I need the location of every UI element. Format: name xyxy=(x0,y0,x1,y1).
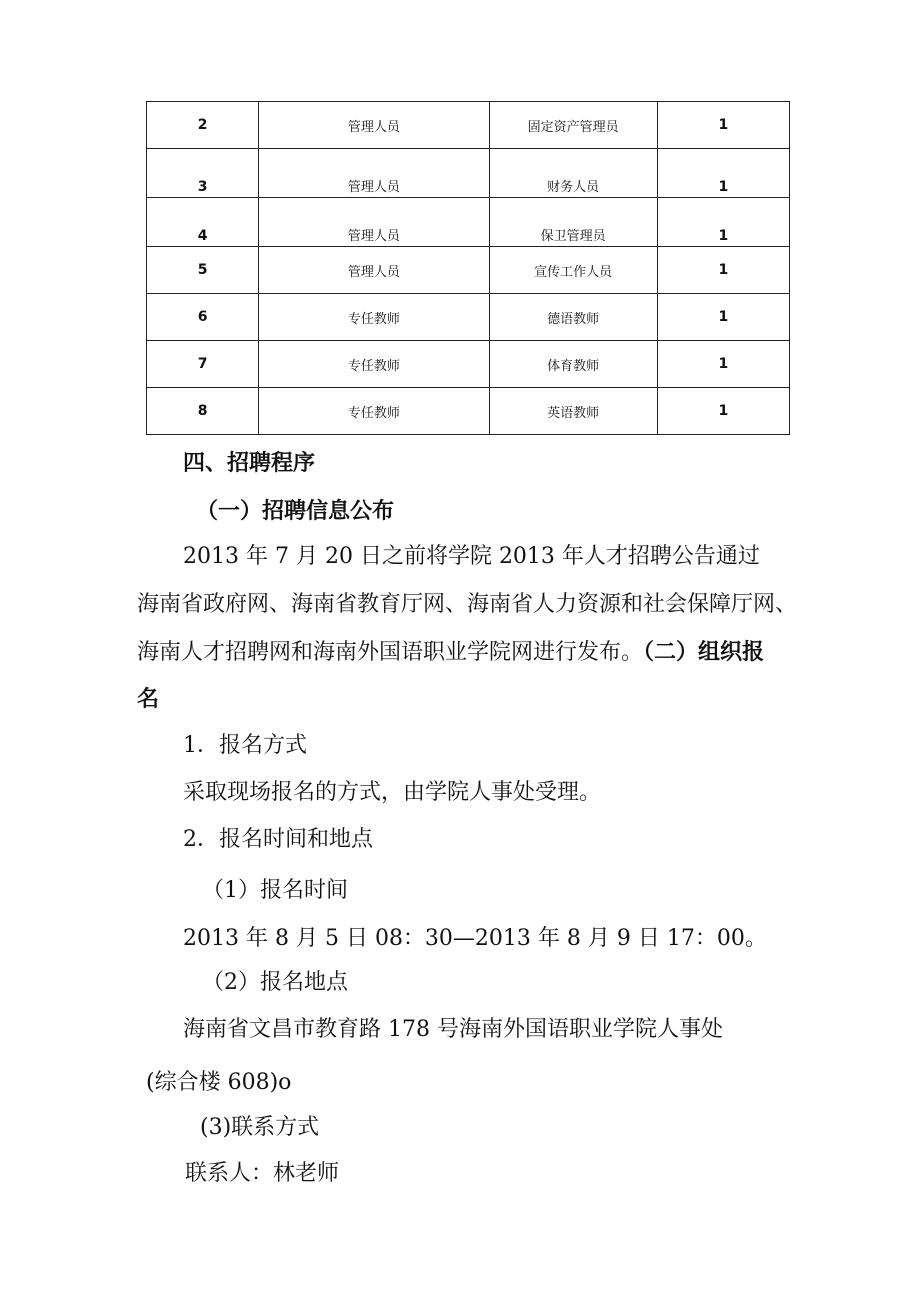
item-2-2-text-2: (综合楼 608)o xyxy=(146,1070,292,1095)
cell-no: 6 xyxy=(147,294,259,341)
cell-count: 1 xyxy=(657,388,789,435)
positions-table xyxy=(146,101,790,435)
cell-position: 体育教师 xyxy=(489,341,657,388)
cell-no: 5 xyxy=(147,247,259,294)
cell-category: 管理人员 xyxy=(259,149,489,198)
item-1-heading: 1．报名方式 xyxy=(183,733,307,758)
cell-count: 1 xyxy=(657,294,789,341)
cell-no: 2 xyxy=(147,102,259,149)
item-3-heading: (3)联系方式 xyxy=(200,1115,320,1140)
cell-no: 7 xyxy=(147,341,259,388)
cell-position: 英语教师 xyxy=(489,388,657,435)
table-row xyxy=(147,247,790,294)
cell-no: 8 xyxy=(147,388,259,435)
item-1-text: 采取现场报名的方式，由学院人事处受理。 xyxy=(183,780,602,805)
subheading-1: （一）招聘信息公布 xyxy=(196,498,395,524)
cell-count: 1 xyxy=(657,102,789,149)
paragraph-line-1: 2013 年 7 月 20 日之前将学院 2013 年人才招聘公告通过 xyxy=(183,544,760,569)
cell-position: 财务人员 xyxy=(489,149,657,198)
item-2-1-heading: （1）报名时间 xyxy=(202,878,348,903)
table-row xyxy=(147,341,790,388)
item-2-2-text-1: 海南省文昌市教育路 178 号海南外国语职业学院人事处 xyxy=(183,1017,723,1042)
cell-position: 德语教师 xyxy=(489,294,657,341)
item-2-heading: 2．报名时间和地点 xyxy=(183,827,373,852)
paragraph-text: 海南人才招聘网和海南外国语职业学院网进行发布。 xyxy=(137,640,644,665)
cell-category: 专任教师 xyxy=(259,294,489,341)
cell-category: 专任教师 xyxy=(259,341,489,388)
cell-category: 管理人员 xyxy=(259,102,489,149)
table-row xyxy=(147,102,790,149)
section-heading-4: 四、招聘程序 xyxy=(183,450,316,476)
table-row xyxy=(147,294,790,341)
table-row xyxy=(147,149,790,198)
subheading-2: （二）组织报 xyxy=(643,639,765,665)
cell-category: 专任教师 xyxy=(259,388,489,435)
item-2-1-text: 2013 年 8 月 5 日 08：30—2013 年 8 月 9 日 17：00。 xyxy=(183,926,767,951)
cell-count: 1 xyxy=(657,341,789,388)
table-row xyxy=(147,388,790,435)
cell-no: 3 xyxy=(147,149,259,198)
cell-no: 4 xyxy=(147,198,259,247)
paragraph-line-3 xyxy=(137,637,764,668)
cell-count: 1 xyxy=(657,247,789,294)
subheading-2-cont: 名 xyxy=(137,686,160,712)
cell-count: 1 xyxy=(657,198,789,247)
cell-position: 固定资产管理员 xyxy=(489,102,657,149)
cell-count: 1 xyxy=(657,149,789,198)
item-2-2-heading: （2）报名地点 xyxy=(202,970,348,995)
table-row xyxy=(147,198,790,247)
cell-category: 管理人员 xyxy=(259,247,489,294)
cell-category: 管理人员 xyxy=(259,198,489,247)
item-3-text: 联系人：林老师 xyxy=(185,1161,340,1186)
cell-position: 宣传工作人员 xyxy=(489,247,657,294)
cell-position: 保卫管理员 xyxy=(489,198,657,247)
paragraph-line-2: 海南省政府网、海南省教育厅网、海南省人力资源和社会保障厅网、 xyxy=(137,592,798,617)
